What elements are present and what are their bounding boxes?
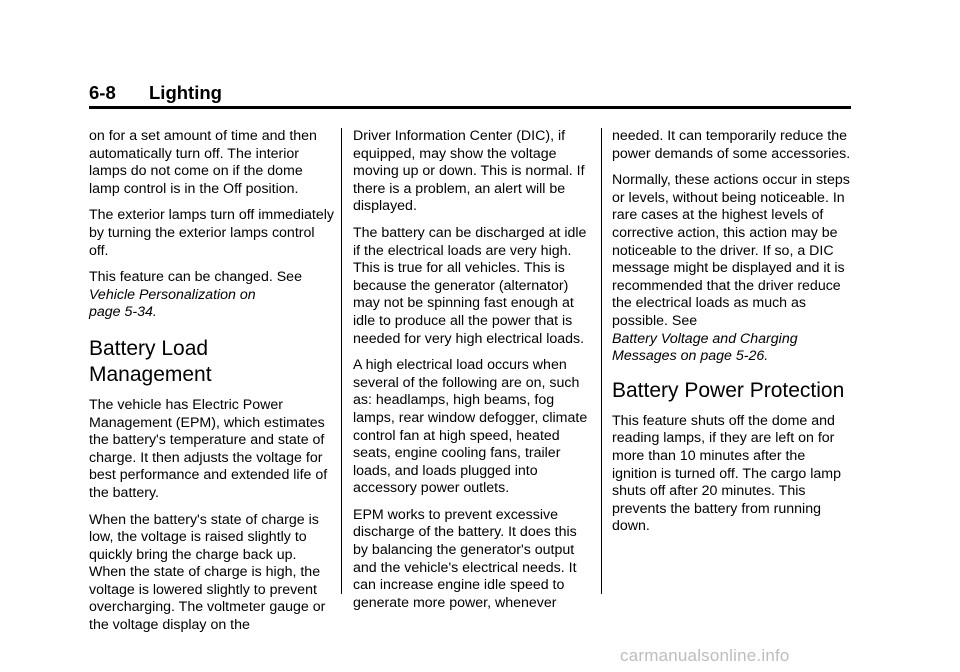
reference-period: .: [764, 348, 769, 365]
section-heading-battery-load-management: [89, 336, 335, 388]
section-heading-battery-power-protection: Battery Power Protection: [612, 378, 845, 402]
paragraph: The battery can be discharged at idle if the electrical loads are very high. This is true for all vehicles. This is because the generator (alternator) may not be spinning fast enough at idle to produce all the power that is needed for very high electrical loads.: [353, 224, 587, 347]
paragraph: Driver Information Center (DIC), if equipped, may show the voltage moving up or down. This is normal. If there is a problem, an alert will be displayed.: [353, 128, 585, 215]
paragraph: This feature shuts off the dome and reading lamps, if they are left on for more than 10 minutes after the ignition is turned off. The cargo lamp shuts off after 20 minutes. This prevents the battery from running down.: [612, 412, 841, 535]
paragraph: The vehicle has Electric Power Management (EPM), which estimates the battery's temperature and state of charge. It then adjusts the voltage for best performance and extended life of the battery.: [89, 396, 328, 501]
cross-reference-link[interactable]: page 5-34: [89, 304, 153, 321]
paragraph-text: Normally, these actions occur in steps or levels, without being noticeable. In rare cases at the highest levels of corrective action, this action may be noticeable to the driver. If so, a DIC message might be displayed and it is recommended that the driver reduce the electrical loads as much as possible. See: [612, 172, 850, 329]
heading-line: Management: [89, 362, 212, 386]
reference-period: .: [152, 304, 157, 321]
column-3: [612, 128, 852, 545]
heading-line: Battery Load: [89, 336, 209, 360]
page-number: 6-8: [89, 82, 116, 103]
page-header: [89, 80, 851, 109]
paragraph: on for a set amount of time and then automatically turn off. The interior lamps do not come on if the dome lamp control is in the Off position.: [89, 128, 317, 197]
cross-reference-link[interactable]: Battery Voltage and Charging: [612, 330, 798, 347]
watermark: carmanualsonline.info: [620, 646, 790, 665]
column-1: [89, 128, 335, 644]
column-2: [353, 128, 591, 621]
paragraph-text: This feature can be changed. See: [89, 269, 302, 286]
column-divider-2: [601, 128, 602, 594]
paragraph: needed. It can temporarily reduce the power demands of some accessories.: [612, 128, 851, 162]
paragraph-with-reference: [612, 172, 852, 366]
column-divider-1: [341, 128, 342, 594]
paragraph: When the battery's state of charge is low, the voltage is raised slightly to quickly bring the charge back up. When the state of charge is high, the voltage is lowered slightly to prevent overcharging. The voltmeter gauge or the voltage display on the: [89, 511, 326, 634]
cross-reference-link[interactable]: Messages on page 5-26: [612, 348, 765, 365]
paragraph: The exterior lamps turn off immediately by turning the exterior lamps control off.: [89, 207, 334, 259]
paragraph-with-reference: [89, 269, 335, 322]
cross-reference-link[interactable]: Vehicle Personalization on: [89, 286, 256, 303]
paragraph: A high electrical load occurs when several of the following are on, such as: headlamps, high beams, fog lamps, rear window defogger, climate control fan at high speed, heated seats, engine cooling fans, trailer loads, and loads plugged into accessory power outlets.: [353, 357, 588, 497]
paragraph: EPM works to prevent excessive discharge of the battery. It does this by balancing the generator's output and the vehicle's electrical needs. It can increase engine idle speed to generate more power, whenever: [353, 506, 577, 611]
section-title: Lighting: [149, 82, 222, 103]
